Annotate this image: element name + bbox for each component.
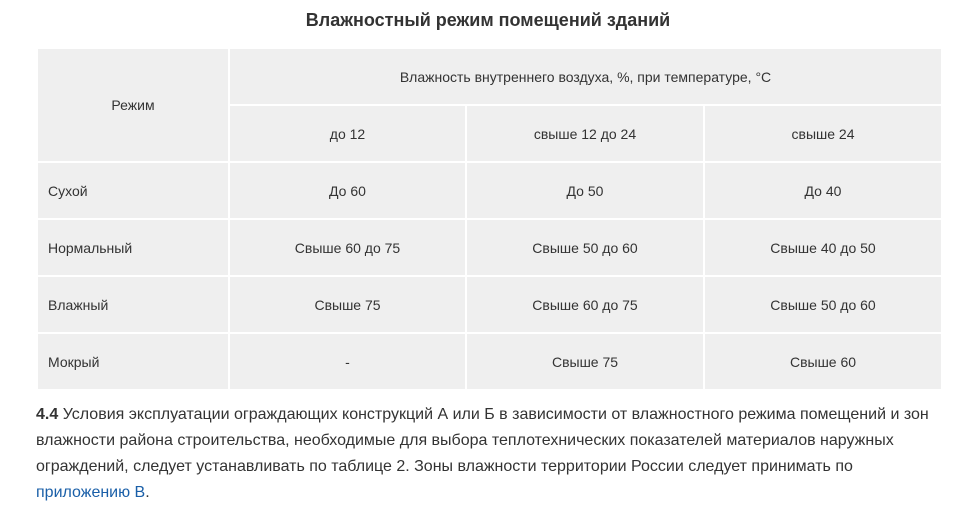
value-cell: До 40 <box>704 162 942 219</box>
value-cell: Свыше 75 <box>466 333 704 390</box>
temp-column-header: свыше 24 <box>704 105 942 162</box>
value-cell: Свыше 60 до 75 <box>229 219 466 276</box>
mode-cell: Сухой <box>37 162 229 219</box>
clause-number: 4.4 <box>36 406 59 423</box>
value-cell: Свыше 50 до 60 <box>704 276 942 333</box>
humidity-header: Влажность внутреннего воздуха, %, при температуре, °С <box>229 48 942 105</box>
value-cell: Свыше 50 до 60 <box>466 219 704 276</box>
value-cell: Свыше 40 до 50 <box>704 219 942 276</box>
clause-tail: . <box>145 484 150 501</box>
mode-cell: Влажный <box>37 276 229 333</box>
value-cell: До 60 <box>229 162 466 219</box>
mode-cell: Нормальный <box>37 219 229 276</box>
value-cell: Свыше 75 <box>229 276 466 333</box>
table-row <box>37 219 942 276</box>
clause-paragraph <box>36 402 946 506</box>
value-cell: Свыше 60 <box>704 333 942 390</box>
table-row <box>37 333 942 390</box>
temp-column-header: свыше 12 до 24 <box>466 105 704 162</box>
table-row <box>37 276 942 333</box>
mode-cell: Мокрый <box>37 333 229 390</box>
value-cell: До 50 <box>466 162 704 219</box>
clause-text: Условия эксплуатации ограждающих конструкций А или Б в зависимости от влажностного режима помещений и зон влажности района строительства, необходимые для выбора теплотехнических показателей материалов наружных ограждений, следует устанавливать по таблице 2. Зоны влажности территории России следует принимать по <box>36 406 929 475</box>
table-row <box>37 162 942 219</box>
humidity-table <box>36 47 943 391</box>
mode-header: Режим <box>37 48 229 162</box>
table-title: Влажностный режим помещений зданий <box>305 10 671 30</box>
value-cell: Свыше 60 до 75 <box>466 276 704 333</box>
temp-column-header: до 12 <box>229 105 466 162</box>
appendix-link[interactable]: приложению В <box>36 484 146 501</box>
value-cell: - <box>229 333 466 390</box>
